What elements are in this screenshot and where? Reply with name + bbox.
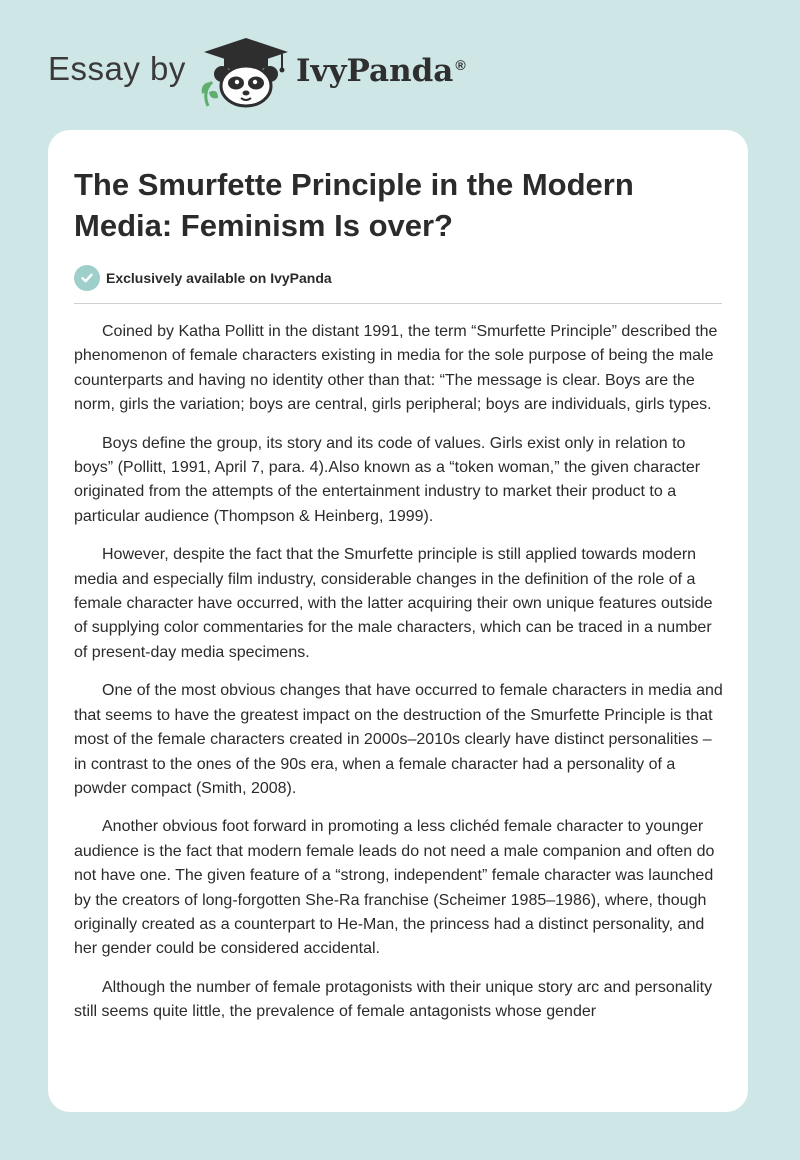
paragraph: Although the number of female protagonists with their unique story arc and personality still seems quite little, the prevalence of female antagonists whose gender <box>74 978 713 1021</box>
registered-mark: ® <box>455 56 466 73</box>
exclusive-badge-label: Exclusively available on IvyPanda <box>106 270 332 286</box>
essay-title: The Smurfette Principle in the Modern Media: Feminism Is over? <box>74 167 634 243</box>
exclusive-badge <box>74 264 332 292</box>
essay-by-label: Essay by <box>48 50 186 87</box>
paragraph: Boys define the group, its story and its code of values. Girls exist only in relation to boys” (Pollitt, 1991, April 7, para. 4).Also known as a “token woman,” the given character originated from the attempts of the entertainment industry to market their product to a particular audience (Thompson & Heinberg, 1999). <box>74 434 701 525</box>
site-header <box>0 0 800 130</box>
paragraph: However, despite the fact that the Smurfette principle is still applied towards modern media and especially film industry, considerable changes in the definition of the role of a female character have occurred, with the latter acquiring their own unique features outside of supplying color commentaries for the male characters, which can be traced in a number of present-day media specimens. <box>74 546 713 661</box>
paragraph: Coined by Katha Pollitt in the distant 1991, the term “Smurfette Principle” described the phenomenon of female characters existing in media for the sole purpose of being the male counterparts and having no identity other than that: “The message is clear. Boys are the norm, girls the variation; boys are central, girls peripheral; boys are individuals, girls types. <box>74 323 718 414</box>
check-circle-icon <box>74 265 100 291</box>
essay-body <box>74 320 724 1039</box>
paragraph: One of the most obvious changes that have occurred to female characters in media and that seems to have the greatest impact on the destruction of the Smurfette Principle is that most of the female characters created in 2000s–2010s clearly have distinct personalities – in contrast to the ones of the 90s era, when a female character had a personality of a powder compact (Smith, 2008). <box>74 682 723 797</box>
divider <box>74 303 722 304</box>
brand-name[interactable]: IvyPanda ® <box>296 53 466 89</box>
paragraph: Another obvious foot forward in promoting a less clichéd female character to younger audience is the fact that modern female leads do not need a male companion and often do not have one. The given feature of a “strong, independent” female character was launched by the creators of long-forgotten She-Ra franchise (Scheimer 1985–1986), where, though originally created as a counterpart to He-Man, the princess had a distinct personality, and her gender could be considered accidental. <box>74 818 715 958</box>
essay-card <box>48 130 748 1112</box>
panda-graduate-logo-icon[interactable] <box>198 36 294 108</box>
